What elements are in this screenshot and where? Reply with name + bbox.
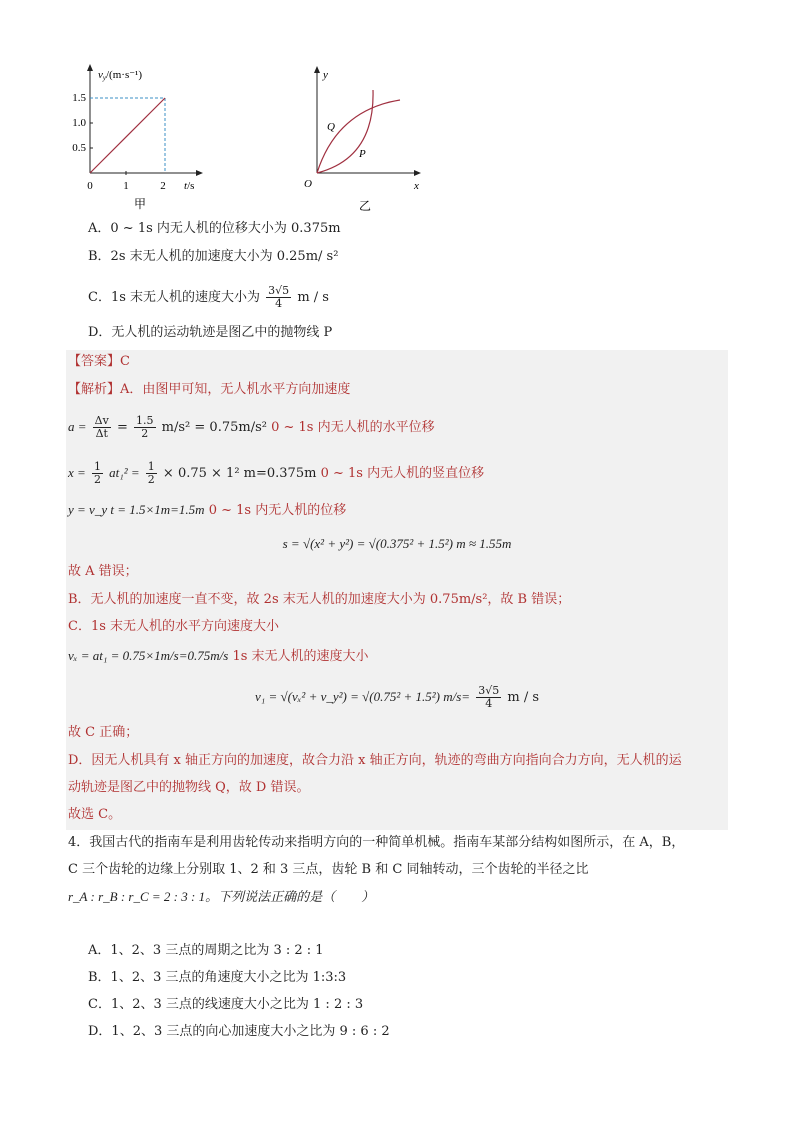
q4-stem-1: 4．我国古代的指南车是利用齿轮传动来指明方向的一种简单机械。指南车某部分结构如图所示，在 A，B， xyxy=(68,835,685,850)
graph-yi-caption: 乙 xyxy=(358,199,372,213)
y-tick-label: 1.5 xyxy=(72,92,86,104)
a-wrong: 故 A 错误； xyxy=(68,564,138,579)
graph-yi-y-label: y xyxy=(323,69,328,81)
graph-jia-caption: 甲 xyxy=(133,197,147,211)
x-tick-label: 1 xyxy=(123,180,129,192)
curve-p-label: P xyxy=(359,148,366,160)
graph-yi-origin: O xyxy=(304,178,312,190)
option-c-fraction: $\frac{3√5}{4}$ xyxy=(268,284,290,310)
option-c-text: C．1s 末无人机的速度大小为 xyxy=(88,290,261,305)
x-tick-label: 2 xyxy=(160,180,166,192)
graph-yi-y-arrow xyxy=(314,66,320,73)
final-answer: 故选 C。 xyxy=(68,807,122,822)
q4-stem-2: C 三个齿轮的边缘上分别取 1、2 和 3 三点，齿轮 B 和 C 同轴转动，三个齿轮的半径之比 xyxy=(68,862,589,877)
curve-q xyxy=(317,100,400,173)
analysis-a: 【解析】A．由图甲可知，无人机水平方向加速度 xyxy=(68,382,351,397)
analysis-b: B．无人机的加速度一直不变，故 2s 末无人机的加速度大小为 0.75m/s²，故 B 错误； xyxy=(68,592,571,607)
equation-3: y = v_y t = 1.5×1m=1.5m 0 ~ 1s 内无人机的位移 xyxy=(68,502,347,518)
option-b: B．2s 末无人机的加速度大小为 0.25m/ s² xyxy=(88,249,339,264)
graph-jia-y-arrow xyxy=(87,64,93,71)
x-tick-label: 0 xyxy=(87,180,93,192)
graph-yi xyxy=(295,58,435,218)
equation-5: vₓ = at₁ = 0.75×1m/s=0.75m/s 1s 末无人机的速度大小 xyxy=(68,648,369,664)
graph-jia xyxy=(60,58,210,218)
x-axis-label: t/s xyxy=(184,180,195,192)
y-tick-label: 1.0 xyxy=(72,117,86,129)
graph-jia-line xyxy=(90,98,165,173)
q4-stem-3: r_A : r_B : r_C = 2 : 3 : 1。下列说法正确的是（ ） xyxy=(68,889,375,904)
curve-q-label: Q xyxy=(327,121,335,133)
equation-2: x = $\frac{1}{2}$ at₁² = $\frac{1}{2}$ × 0.75 × 1² m=0.375m 0 ~ 1s 内无人机的竖直位移 xyxy=(68,460,485,486)
c-right: 故 C 正确； xyxy=(68,725,139,740)
option-a: A．0 ~ 1s 内无人机的位移大小为 0.375m xyxy=(88,221,341,236)
equation-1: a = $\frac{\Delta v}{\Delta t}$ = $\frac{1.5}{2}$ m/s² = 0.75m/s² 0 ~ 1s 内无人机的水平位移 xyxy=(68,414,435,440)
analysis-d-line2: 动轨迹是图乙中的抛物线 Q，故 D 错误。 xyxy=(68,780,310,795)
equation-6: v₁ = √(vₓ² + v_y²) = √(0.75² + 1.5²) m/s= $\frac{3√5}{4}$ m / s xyxy=(254,684,540,710)
analysis-d-line1: D．因无人机具有 x 轴正方向的加速度，故合力沿 x 轴正方向，轨迹的弯曲方向指向合力方向，无人机的运 xyxy=(68,753,682,768)
equation-4: s = √(x² + y²) = √(0.375² + 1.5²) m ≈ 1.55m xyxy=(282,536,512,551)
option-c xyxy=(88,285,329,310)
q4-option-c: C．1、2、3 三点的线速度大小之比为 1 : 2 : 3 xyxy=(88,997,364,1012)
option-d: D．无人机的运动轨迹是图乙中的抛物线 P xyxy=(88,325,333,340)
answer: 【答案】C xyxy=(68,354,130,369)
graph-jia-x-arrow xyxy=(196,170,203,176)
q4-option-a: A．1、2、3 三点的周期之比为 3 : 2 : 1 xyxy=(88,943,324,958)
graph-yi-x-label: x xyxy=(414,180,419,192)
q4-option-b: B．1、2、3 三点的角速度大小之比为 1:3:3 xyxy=(88,970,347,985)
y-axis-label: vy/(m·s⁻¹) xyxy=(98,69,142,82)
option-c-unit: m / s xyxy=(297,290,329,305)
curve-p xyxy=(317,90,373,173)
analysis-c: C．1s 末无人机的水平方向速度大小 xyxy=(68,619,280,634)
y-tick-label: 0.5 xyxy=(72,142,86,154)
graph-yi-x-arrow xyxy=(414,170,421,176)
q4-option-d: D．1、2、3 三点的向心加速度大小之比为 9 : 6 : 2 xyxy=(88,1024,390,1039)
